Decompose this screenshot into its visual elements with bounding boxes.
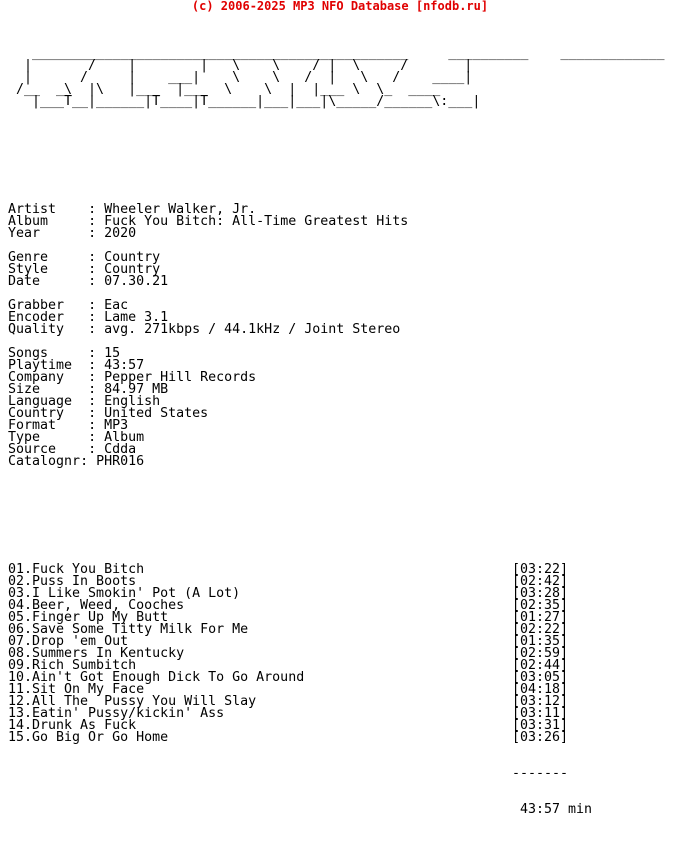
info-value: Wheeler Walker, Jr. — [104, 202, 257, 217]
total-time-row — [8, 804, 664, 816]
ascii-logo — [8, 48, 664, 108]
info-label: Size — [8, 382, 89, 397]
track-duration: [02:42] — [512, 574, 569, 589]
info-label: Year — [8, 226, 89, 241]
spacer — [8, 168, 664, 180]
track-duration: [04:18] — [512, 682, 569, 697]
info-label: Language — [8, 394, 89, 409]
info-value: PHR016 — [96, 454, 145, 469]
track-duration: [03:31] — [512, 718, 569, 733]
tracklist — [8, 564, 664, 744]
track-title: 06.Save Some Titty Milk For Me — [8, 622, 249, 637]
info-row — [8, 276, 664, 288]
track-duration: [02:35] — [512, 598, 569, 613]
info-separator: : — [88, 430, 105, 445]
track-duration: [03:26] — [512, 730, 569, 745]
info-value: Lame 3.1 — [104, 310, 169, 325]
info-label: Country — [8, 406, 89, 421]
info-row — [8, 324, 664, 336]
info-separator: : — [88, 394, 105, 409]
info-label: Company — [8, 370, 89, 385]
info-separator: : — [88, 442, 105, 457]
track-title: 07.Drop 'em Out — [8, 634, 129, 649]
release-info — [8, 204, 664, 468]
track-duration: [03:22] — [512, 562, 569, 577]
ascii-logo-line: |___T__|______|T____|T______|___|___|\_____/______\:___| — [8, 94, 481, 109]
info-value: English — [104, 394, 161, 409]
info-separator: : — [88, 262, 105, 277]
info-value: 84.97 MB — [104, 382, 169, 397]
track-title: 11.Sit On My Face — [8, 682, 145, 697]
spacer — [8, 132, 664, 144]
track-title: 15.Go Big Or Go Home — [8, 730, 169, 745]
track-duration: [02:22] — [512, 622, 569, 637]
info-separator: : — [88, 250, 105, 265]
info-separator: : — [88, 358, 105, 373]
info-label: Catalognr — [8, 454, 81, 469]
track-title: 04.Beer, Weed, Cooches — [8, 598, 185, 613]
track-duration: [03:28] — [512, 586, 569, 601]
info-value: MP3 — [104, 418, 129, 433]
info-label: Songs — [8, 346, 89, 361]
info-value: 15 — [104, 346, 121, 361]
track-duration: [03:05] — [512, 670, 569, 685]
track-duration: [02:44] — [512, 658, 569, 673]
total-playtime: 43:57 min — [520, 802, 593, 817]
info-row — [8, 456, 664, 468]
info-value: Fuck You Bitch: All-Time Greatest Hits — [104, 214, 409, 229]
info-separator: : — [88, 274, 105, 289]
info-value: Country — [104, 262, 161, 277]
info-separator: : — [88, 346, 105, 361]
info-value: 2020 — [104, 226, 137, 241]
track-title: 03.I Like Smokin' Pot (A Lot) — [8, 586, 241, 601]
info-value: avg. 271kbps / 44.1kHz / Joint Stereo — [104, 322, 401, 337]
info-separator: : — [88, 382, 105, 397]
info-label: Artist — [8, 202, 89, 217]
info-label: Format — [8, 418, 89, 433]
ascii-logo-line: _______________________________________________ __________ _____________ — [8, 46, 665, 61]
info-value: Pepper Hill Records — [104, 370, 257, 385]
info-separator: : — [88, 202, 105, 217]
info-label: Quality — [8, 322, 89, 337]
nfo-text-block — [8, 24, 664, 828]
info-separator: : — [88, 418, 105, 433]
track-title: 10.Ain't Got Enough Dick To Go Around — [8, 670, 305, 685]
ascii-logo-line: | / | | \ \ / | \ / | — [8, 58, 473, 73]
info-separator: : — [88, 310, 105, 325]
info-separator: : — [80, 454, 97, 469]
track-duration: [01:27] — [512, 610, 569, 625]
track-duration: [01:35] — [512, 634, 569, 649]
info-value: Eac — [104, 298, 129, 313]
track-title: 08.Summers In Kentucky — [8, 646, 185, 661]
info-value: Album — [104, 430, 145, 445]
info-separator: : — [88, 406, 105, 421]
track-title: 05.Finger Up My Butt — [8, 610, 169, 625]
spacer — [8, 492, 664, 504]
info-label: Playtime — [8, 358, 89, 373]
info-label: Date — [8, 274, 89, 289]
track-title: 13.Eatin' Pussy/kickin' Ass — [8, 706, 225, 721]
track-title: 14.Drunk As Fuck — [8, 718, 137, 733]
info-label: Type — [8, 430, 89, 445]
info-separator: : — [88, 322, 105, 337]
total-rule-row — [8, 768, 664, 780]
info-label: Genre — [8, 250, 89, 265]
info-row — [8, 228, 664, 240]
info-value: 43:57 — [104, 358, 145, 373]
info-value: Country — [104, 250, 161, 265]
track-duration: [03:11] — [512, 706, 569, 721]
info-separator: : — [88, 214, 105, 229]
track-title: 09.Rich Sumbitch — [8, 658, 137, 673]
info-separator: : — [88, 370, 105, 385]
track-duration: [02:59] — [512, 646, 569, 661]
info-label: Style — [8, 262, 89, 277]
track-title: 12.All The Pussy You Will Slay — [8, 694, 257, 709]
track-duration: [03:12] — [512, 694, 569, 709]
total-rule: ------- — [512, 766, 569, 781]
ascii-logo-line: /__ _\ |\ |___ |__ \ \ | |___ \ \_ ____ — [8, 82, 441, 97]
info-label: Encoder — [8, 310, 89, 325]
track-title: 01.Fuck You Bitch — [8, 562, 145, 577]
info-value: United States — [104, 406, 209, 421]
info-value: Cdda — [104, 442, 137, 457]
info-label: Source — [8, 442, 89, 457]
info-value: 07.30.21 — [104, 274, 169, 289]
track-row — [8, 732, 664, 744]
spacer — [8, 528, 664, 540]
info-label: Grabber — [8, 298, 89, 313]
site-credit-header: (c) 2006-2025 MP3 NFO Database [nfodb.ru] — [191, 0, 489, 13]
info-separator: : — [88, 298, 105, 313]
ascii-logo-line: | / | ___| \ \ / | \ / ____| — [8, 70, 473, 85]
info-separator: : — [88, 226, 105, 241]
info-label: Album — [8, 214, 89, 229]
track-title: 02.Puss In Boots — [8, 574, 137, 589]
